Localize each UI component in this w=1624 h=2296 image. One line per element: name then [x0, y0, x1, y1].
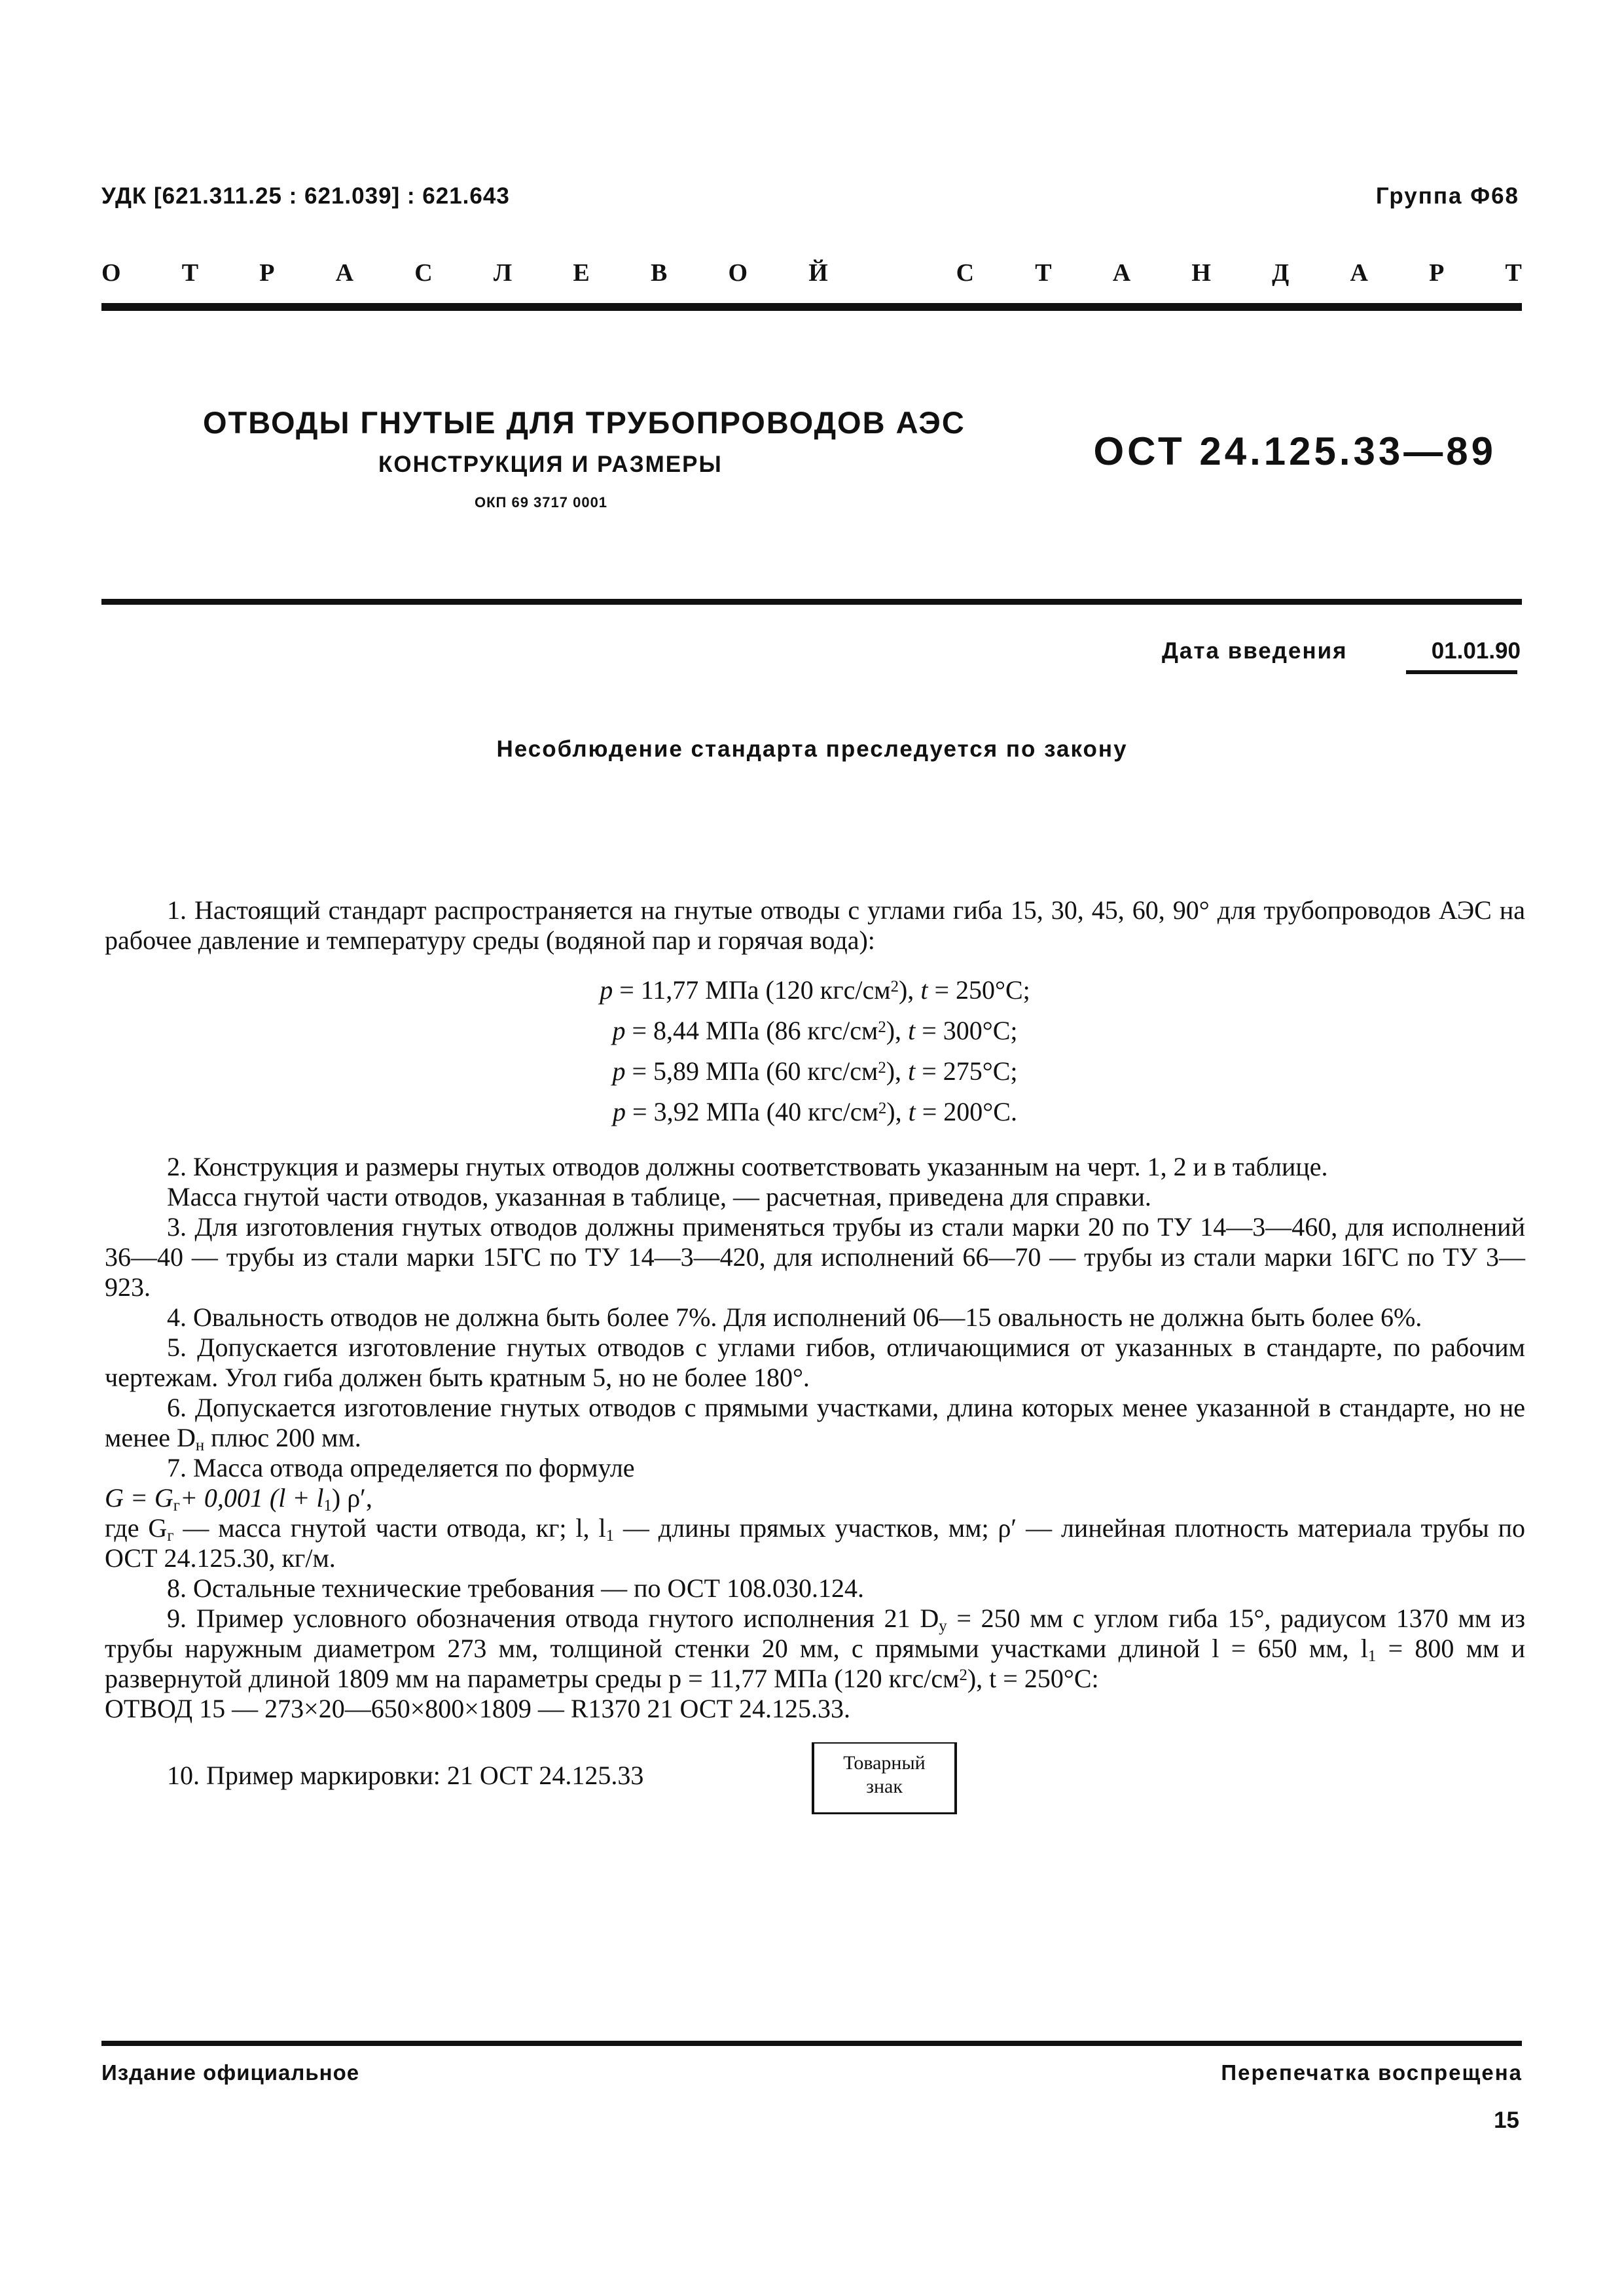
marking-text: 10. Пример маркировки: 21 ОСТ 24.125.33 — [167, 1761, 644, 1790]
category-letter: О — [728, 259, 748, 287]
document-subtitle: КОНСТРУКЦИЯ И РАЗМЕРЫ — [378, 452, 723, 477]
intro-date-label: Дата введения — [1162, 638, 1348, 664]
category-letter: Р — [259, 259, 275, 287]
clause-2: 2. Конструкция и размеры гнутых отводов должны соответствовать указанным на черт. 1, 2 и в таблице. — [167, 1152, 1328, 1181]
category-letter: Е — [573, 259, 590, 287]
okp-code: ОКП 69 3717 0001 — [475, 494, 608, 511]
category-letter: О — [101, 259, 121, 287]
parameters-list — [105, 956, 1525, 1152]
clause-1: 1. Настоящий стандарт распространяется на гнутые отводы с углами гиба 15, 30, 45, 60, 90° для трубопроводов АЭС на рабочее давление и температуру среды (водяной пар и горячая вода): — [105, 895, 1525, 955]
clause-7: 7. Масса отвода определяется по формуле — [167, 1453, 635, 1482]
designation-example: ОТВОД 15 — 273×20—650×800×1809 — R1370 21 ОСТ 24.125.33. — [105, 1694, 851, 1723]
date-underline — [1406, 670, 1517, 674]
reprint-note: Перепечатка воспрещена — [1221, 2060, 1523, 2085]
udk-code: УДК [621.311.25 : 621.039] : 621.643 — [101, 183, 510, 209]
mass-formula: $G = G_г+ 0,001$ $(l + l_1)$ ρ′, — [105, 1483, 372, 1515]
footer-rule — [101, 2041, 1522, 2046]
parameter-line: p = 3,92 МПа (40 кгс/$см^2$), t = 200°C. — [613, 1097, 1017, 1126]
document-body — [105, 895, 1525, 1826]
clause-9: 9. Пример условного обозначения отвода гнутого исполнения 21 $D_у = 250$ мм с углом гиба 15°, радиусом 1370 мм из трубы наружным диаметром 273 мм, толщиной стенки 20 мм, с прямыми участками длиной l = 650 мм, $l_1 = 800$ мм и развернутой длиной 1809 мм на параметры среды p = 11,77 МПа (120 кгс/$см^2$), t = 250°C: — [105, 1604, 1526, 1693]
title-rule — [101, 599, 1522, 605]
marking-example — [105, 1742, 1525, 1826]
category-letter: Й — [808, 259, 828, 287]
trademark-box: Товарный знак — [812, 1742, 957, 1814]
category-letter: А — [1112, 259, 1131, 287]
category-letter: Т — [1035, 259, 1052, 287]
category-letter — [889, 259, 895, 287]
category-letter: В — [650, 259, 668, 287]
category-letter: С — [956, 259, 975, 287]
legal-notice: Несоблюдение стандарта преследуется по закону — [496, 736, 1128, 762]
clause-5: 5. Допускается изготовление гнутых отводов с углами гибов, отличающимися от указанных в стандарте, по рабочим чертежам. Угол гиба должен быть кратным 5, но не более 180°. — [105, 1333, 1525, 1392]
clause-4: 4. Овальность отводов не должна быть более 7%. Для исполнений 06—15 овальность не должна быть более 6%. — [167, 1302, 1422, 1332]
category-letter: Н — [1191, 259, 1211, 287]
category-letter: А — [1350, 259, 1368, 287]
category-heading — [101, 259, 1522, 287]
category-letter: Т — [181, 259, 199, 287]
clause-6: 6. Допускается изготовление гнутых отводов с прямыми участками, длина которых менее указанной в стандарте, но не менее $D_н$ плюс 200 мм. — [105, 1393, 1525, 1455]
parameter-line: p = 5,89 МПа (60 кгс/$см^2$), t = 275°C; — [612, 1056, 1018, 1086]
category-letter: Р — [1429, 259, 1445, 287]
intro-date: 01.01.90 — [1431, 638, 1521, 664]
document-title: ОТВОДЫ ГНУТЫЕ ДЛЯ ТРУБОПРОВОДОВ АЭС — [203, 405, 965, 440]
top-rule — [101, 303, 1522, 311]
category-letter: А — [335, 259, 354, 287]
clause-2-note: Масса гнутой части отводов, указанная в таблице, — расчетная, приведена для справки. — [167, 1182, 1151, 1211]
group-code: Группа Ф68 — [1375, 183, 1519, 209]
clause-3: 3. Для изготовления гнутых отводов должны применяться трубы из стали марки 20 по ТУ 14—3—460, для исполнений 36—40 — трубы из стали марки 15ГС по ТУ 14—3—420, для исполнений 66—70 — трубы из стали марки 16ГС по ТУ 3—923. — [105, 1212, 1525, 1302]
parameter-line: p = 11,77 МПа (120 кгс/$см^2$), t = 250°C; — [600, 975, 1030, 1005]
page-number: 15 — [1494, 2108, 1519, 2133]
category-letter: Т — [1505, 259, 1522, 287]
category-letter: С — [414, 259, 433, 287]
standard-number: ОСТ 24.125.33—89 — [1093, 429, 1496, 473]
category-letter: Д — [1272, 259, 1290, 287]
category-letter: Л — [493, 259, 513, 287]
parameter-line: p = 8,44 МПа (86 кгс/$см^2$), t = 300°C; — [612, 1016, 1018, 1045]
clause-8: 8. Остальные технические требования — по ОСТ 108.030.124. — [167, 1573, 864, 1603]
clause-7-legend: где $G_г$ — масса гнутой части отвода, кг; l, $l_1$ — длины прямых участков, мм; ρ′ — линейная плотность материала трубы по ОСТ 24.125.30, кг/м. — [105, 1513, 1526, 1573]
edition-note: Издание официальное — [101, 2060, 360, 2085]
